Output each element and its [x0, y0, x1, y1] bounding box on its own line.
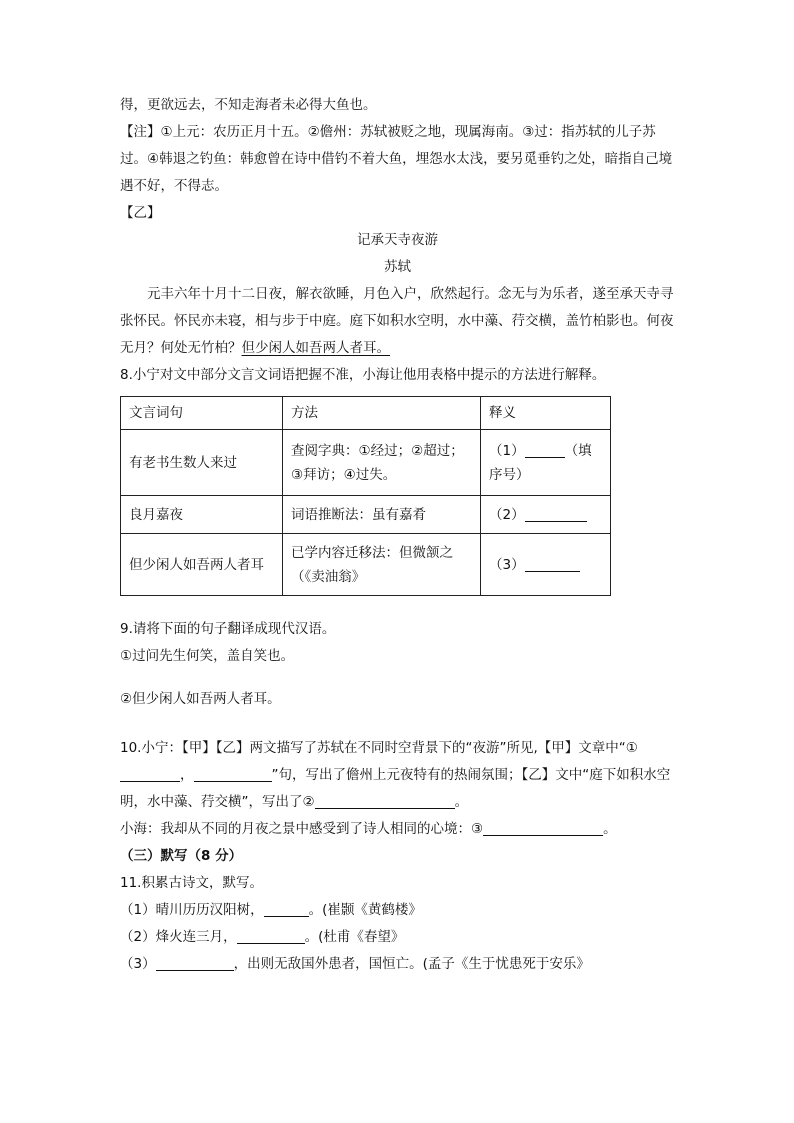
answer-blank[interactable]	[264, 901, 309, 917]
meaning-hint: （填序号）	[489, 442, 592, 483]
q11-line-3: （3） ，出则无敌国外患者，国恒亡。(孟子《生于忧患死于安乐》	[120, 956, 590, 972]
answer-blank[interactable]	[315, 793, 455, 809]
header-method: 方法	[283, 397, 481, 430]
q11-stem: 11.积累古诗文，默写。	[120, 875, 263, 891]
table-row	[121, 430, 611, 496]
answer-blank[interactable]	[525, 556, 580, 572]
row-phrase: 良月嘉夜	[121, 496, 283, 534]
q11-line-2: （2）烽火连三月， 。(杜甫《春望》	[120, 929, 405, 945]
answer-blank[interactable]	[237, 928, 305, 944]
q9-item-1: ①过问先生何笑，盖自笑也。	[120, 648, 295, 664]
meaning-number: （2）	[489, 506, 525, 523]
passage-tail: 得，更欲远去，不知走海者未必得大鱼也。	[120, 97, 377, 113]
row-method: 已学内容迁移法：但微颔之（《卖油翁》	[283, 534, 481, 596]
q8-stem: 8.小宁对文中部分文言文词语把握不准，小海让他用表格中提示的方法进行解释。	[120, 367, 606, 383]
meaning-number: （3）	[489, 556, 525, 573]
q9-stem: 9.请将下面的句子翻译成现代汉语。	[120, 621, 336, 637]
yi-author: 苏轼	[384, 259, 411, 275]
table-header-row	[121, 397, 611, 430]
yi-text	[120, 281, 675, 362]
answer-blank[interactable]	[156, 955, 234, 971]
annotation-note: 【注】①上元：农历正月十五。②儋州：苏轼被贬之地，现属海南。③过：指苏轼的儿子苏过。④韩退之钓鱼：韩愈曾在诗中借钓不着大鱼，埋怨水太浅，要另觅垂钓之处，暗指自己境遇不好，不得志。	[120, 124, 673, 194]
answer-blank[interactable]	[120, 766, 180, 782]
answer-blank[interactable]	[483, 820, 603, 836]
row-phrase: 有老书生数人来过	[121, 430, 283, 496]
answer-blank[interactable]	[525, 506, 587, 522]
q9-item-2: ②但少闲人如吾两人者耳。	[120, 691, 281, 707]
q10-xiaohai: 小海：我却从不同的月夜之景中感受到了诗人相同的心境：③ 。	[120, 821, 617, 837]
row-phrase: 但少闲人如吾两人者耳	[121, 534, 283, 596]
q8-table	[120, 396, 611, 596]
row-method: 词语推断法：虽有嘉肴	[283, 496, 481, 534]
table-row	[121, 534, 611, 596]
header-phrase: 文言词句	[121, 397, 283, 430]
answer-blank[interactable]	[525, 442, 565, 458]
row-meaning	[481, 534, 611, 596]
yi-body: 元丰六年十月十二日夜，解衣欲睡，月色入户，欣然起行。念无与为乐者，遂至承天寺寻张怀民。怀民亦未寝，相与步于中庭。庭下如积水空明，水中藻、荇交横，盖竹柏影也。何夜无月？何处无竹柏？	[120, 286, 674, 356]
row-method: 查阅字典：①经过；②超过；③拜访；④过失。	[283, 430, 481, 496]
table-row	[121, 496, 611, 534]
section-3-heading: （三）默写（8 分）	[120, 848, 243, 864]
yi-title: 记承天寺夜游	[357, 232, 438, 248]
answer-blank[interactable]	[194, 766, 272, 782]
yi-underlined-sentence: 但少闲人如吾两人者耳。	[241, 340, 390, 356]
meaning-number: （1）	[489, 442, 525, 459]
section-yi-label: 【乙】	[120, 205, 161, 221]
header-meaning: 释义	[481, 397, 611, 430]
q10-xiaoning: 10.小宁：【甲】【乙】两文描写了苏轼在不同时空背景下的“夜游”所见,【甲】文章中“①， ”句，写出了儋州上元夜特有的热闹氛围；【乙】文中“庭下如积水空明，水中藻、荇交横”，写出了② 。	[120, 740, 671, 810]
q11-line-1: （1）晴川历历汉阳树， 。(崔颢《黄鹤楼》	[120, 902, 422, 918]
row-meaning	[481, 496, 611, 534]
row-meaning	[481, 430, 611, 496]
document-page	[120, 92, 675, 978]
